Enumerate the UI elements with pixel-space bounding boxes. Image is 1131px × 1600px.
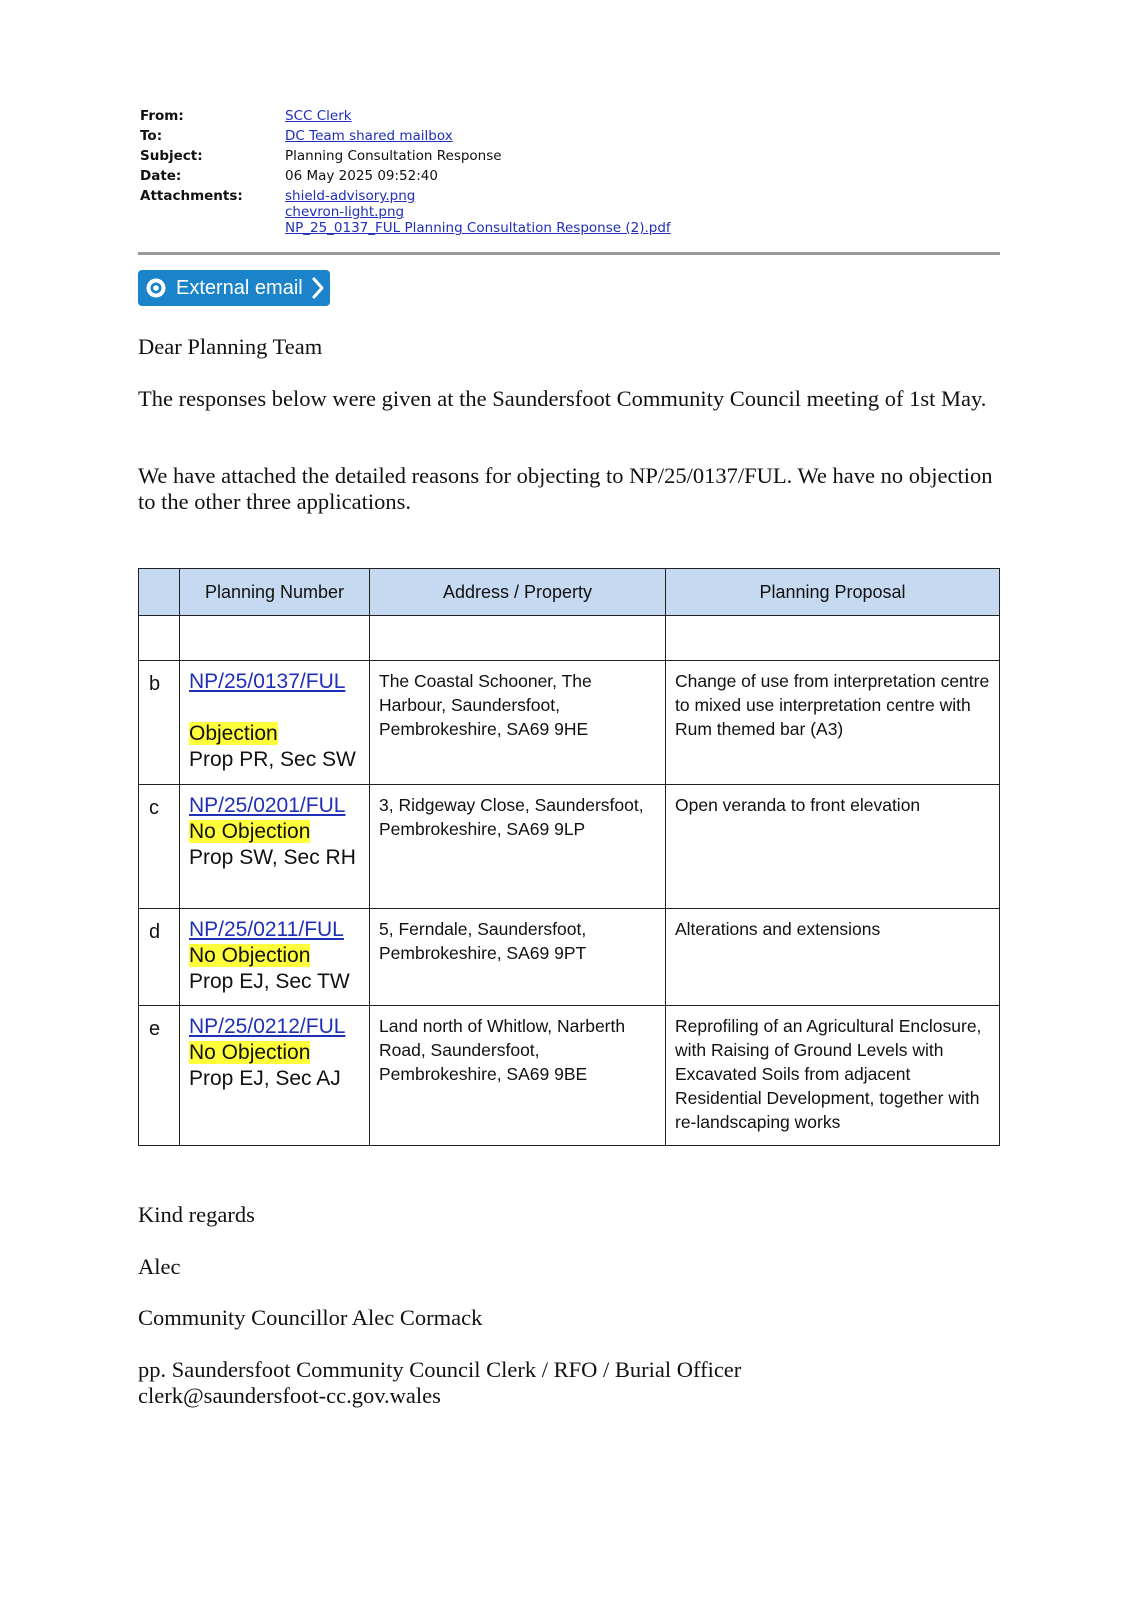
- table-cell: [180, 616, 370, 661]
- decision-badge: No Objection: [189, 944, 311, 967]
- decision-badge: Objection: [189, 722, 278, 745]
- from-link[interactable]: SCC Clerk: [285, 108, 352, 124]
- subject-row: [140, 146, 671, 166]
- column-header: Planning Number: [180, 569, 370, 616]
- assignees: Prop SW, Sec RH: [189, 846, 356, 869]
- empty-row: [139, 616, 1000, 661]
- date-label: Date:: [140, 168, 182, 184]
- address-cell: Land north of Whitlow, Narberth Road, Saundersfoot, Pembrokeshire, SA69 9BE: [370, 1006, 666, 1146]
- email-header: [140, 106, 671, 236]
- chevron-right-icon: [311, 276, 325, 300]
- attachment-link[interactable]: shield-advisory.png: [285, 188, 416, 204]
- closing: Kind regards: [138, 1202, 255, 1227]
- table-cell: [139, 616, 180, 661]
- signoff-role: pp. Saundersfoot Community Council Clerk / RFO / Burial Officer: [138, 1357, 742, 1382]
- external-email-banner[interactable]: [138, 270, 330, 306]
- table-cell: [666, 616, 1000, 661]
- subject-value: Planning Consultation Response: [285, 148, 502, 164]
- table-row: [139, 909, 1000, 1006]
- column-header: Address / Property: [370, 569, 666, 616]
- proposal-cell: Alterations and extensions: [666, 909, 1000, 1006]
- planning-number-cell: [180, 1006, 370, 1146]
- decision-badge: No Objection: [189, 820, 311, 843]
- assignees: Prop PR, Sec SW: [189, 748, 356, 771]
- from-label: From:: [140, 108, 184, 124]
- proposal-cell: Open veranda to front elevation: [666, 785, 1000, 909]
- external-email-label: External email: [176, 276, 303, 299]
- planning-number-cell: [180, 785, 370, 909]
- assignees: Prop EJ, Sec AJ: [189, 1067, 341, 1090]
- item-letter: d: [139, 909, 180, 1006]
- shield-icon: [146, 277, 166, 299]
- date-row: [140, 166, 671, 186]
- header-divider: [138, 252, 1000, 255]
- address-cell: The Coastal Schooner, The Harbour, Saundersfoot, Pembrokeshire, SA69 9HE: [370, 661, 666, 785]
- signoff-email: clerk@saundersfoot-cc.gov.wales: [138, 1383, 441, 1408]
- table-header-row: [139, 569, 1000, 616]
- address-cell: 3, Ridgeway Close, Saundersfoot, Pembrokeshire, SA69 9LP: [370, 785, 666, 909]
- item-letter: c: [139, 785, 180, 909]
- body-paragraph: We have attached the detailed reasons for objecting to NP/25/0137/FUL. We have no objection to the other three applications.: [138, 463, 993, 514]
- table-row: [139, 785, 1000, 909]
- application-link[interactable]: NP/25/0201/FUL: [189, 794, 346, 817]
- planning-number-cell: [180, 661, 370, 785]
- to-label: To:: [140, 128, 163, 144]
- signoff-title: Community Councillor Alec Cormack: [138, 1305, 483, 1330]
- attachment-link[interactable]: chevron-light.png: [285, 204, 405, 220]
- body-paragraph: The responses below were given at the Saundersfoot Community Council meeting of 1st May.: [138, 386, 987, 411]
- application-link[interactable]: NP/25/0212/FUL: [189, 1015, 346, 1038]
- planning-responses-table: [138, 568, 1000, 1146]
- address-cell: 5, Ferndale, Saundersfoot, Pembrokeshire, SA69 9PT: [370, 909, 666, 1006]
- application-link[interactable]: NP/25/0137/FUL: [189, 670, 346, 693]
- item-letter: b: [139, 661, 180, 785]
- to-link[interactable]: DC Team shared mailbox: [285, 128, 453, 144]
- attachment-link[interactable]: NP_25_0137_FUL Planning Consultation Response (2).pdf: [285, 220, 671, 236]
- decision-badge: No Objection: [189, 1041, 311, 1064]
- attachments-row: [140, 186, 671, 236]
- proposal-cell: Reprofiling of an Agricultural Enclosure, with Raising of Ground Levels with Excavated Soils from adjacent Residential Development, together with re-landscaping works: [666, 1006, 1000, 1146]
- signoff-block: [138, 1357, 998, 1409]
- planning-number-cell: [180, 909, 370, 1006]
- attachments-list: [285, 186, 671, 236]
- greeting: Dear Planning Team: [138, 334, 323, 359]
- column-header: Planning Proposal: [666, 569, 1000, 616]
- proposal-cell: Change of use from interpretation centre to mixed use interpretation centre with Rum themed bar (A3): [666, 661, 1000, 785]
- date-value: 06 May 2025 09:52:40: [285, 168, 438, 184]
- item-letter: e: [139, 1006, 180, 1146]
- table-cell: [370, 616, 666, 661]
- spacer: [189, 695, 363, 721]
- to-row: [140, 126, 671, 146]
- attachments-label: Attachments:: [140, 188, 243, 204]
- assignees: Prop EJ, Sec TW: [189, 970, 350, 993]
- signoff-name: Alec: [138, 1254, 181, 1279]
- from-row: [140, 106, 671, 126]
- subject-label: Subject:: [140, 148, 203, 164]
- application-link[interactable]: NP/25/0211/FUL: [189, 918, 344, 941]
- column-header: [139, 569, 180, 616]
- table-row: [139, 661, 1000, 785]
- table-row: [139, 1006, 1000, 1146]
